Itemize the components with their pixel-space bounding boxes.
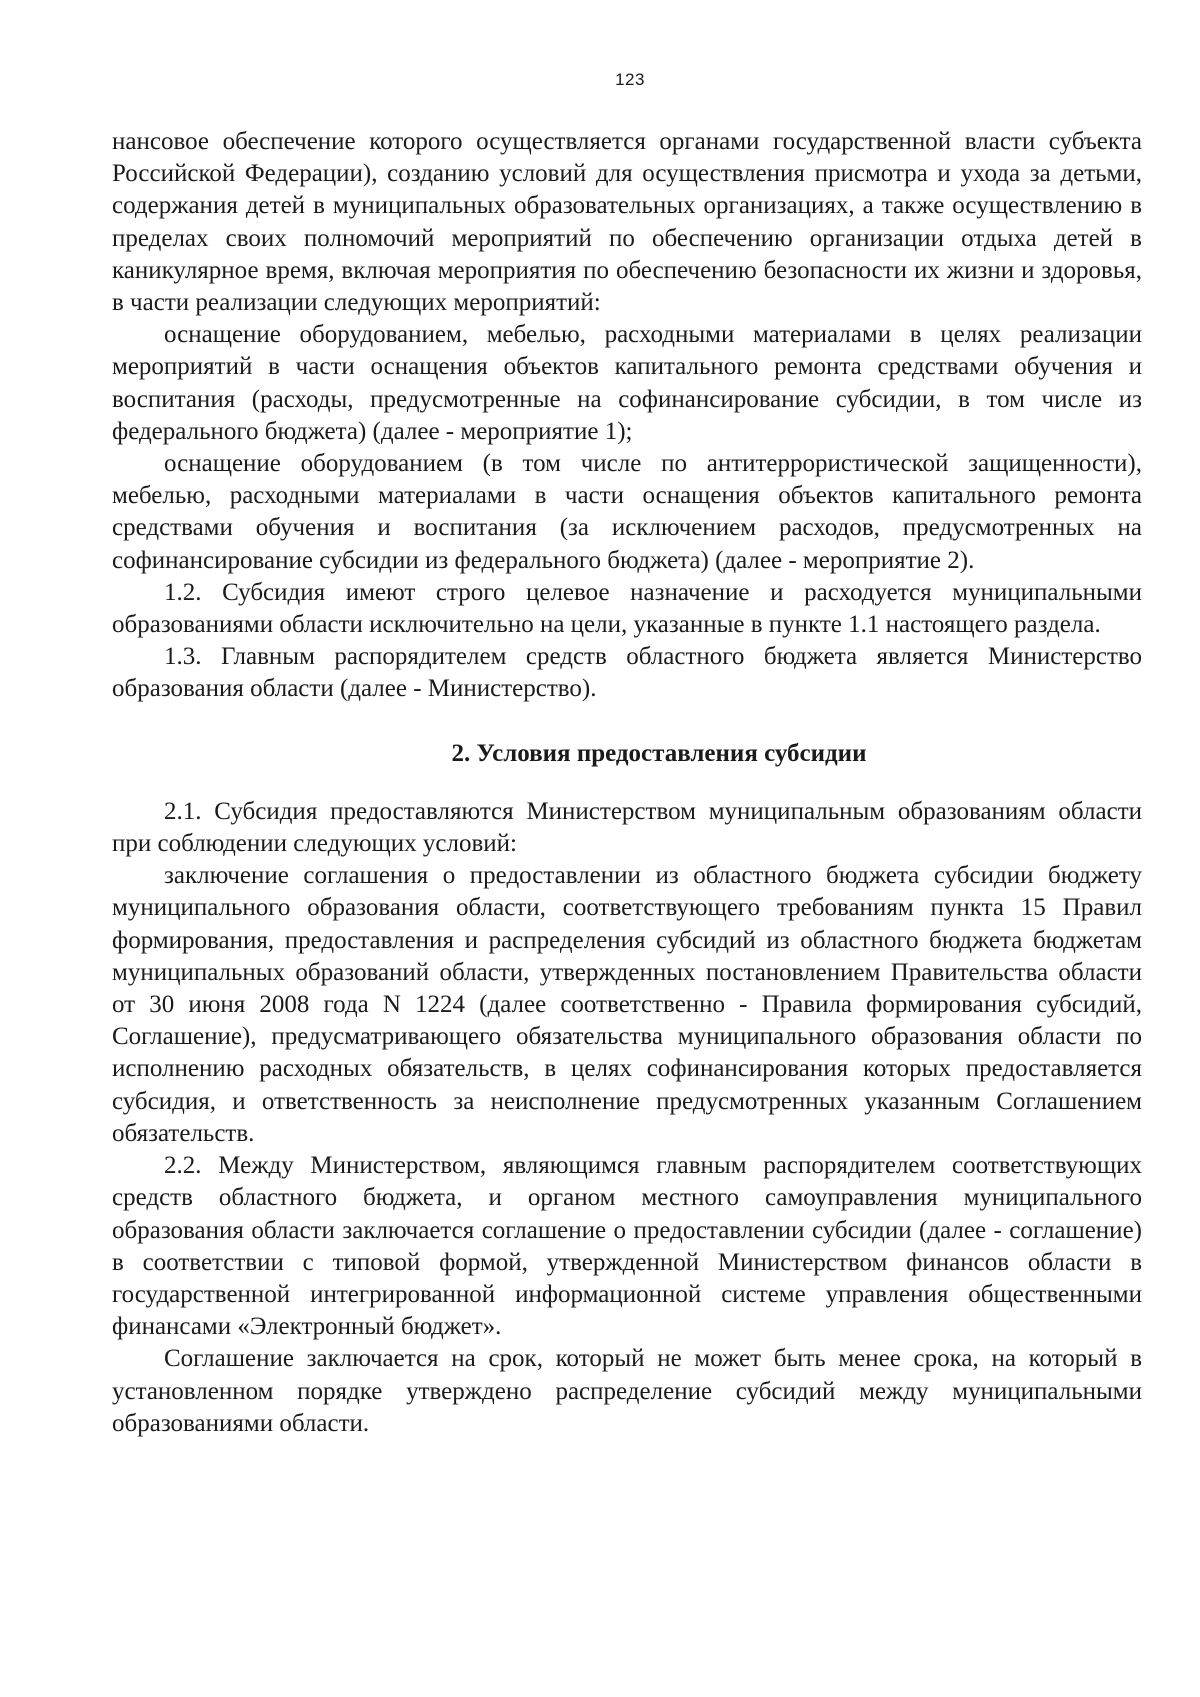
paragraph-measure-1: оснащение оборудованием, мебелью, расходными материалами в целях реализации мероприятий в части оснащения объектов капитального ремонта средствами обучения и воспитания (расходы, предусмотренные на софинансирование субсидии, в том числе из федерального бюджета) (далее - мероприятие 1); bbox=[112, 321, 1142, 445]
paragraph-continuation: нансовое обеспечение которого осуществляется органами государственной власти субъекта Российской Федерации), созданию условий для осуществления присмотра и ухода за детьми, содержания детей в муниципальных образовательных организациях, а также осуществлению в пределах своих полномочий мероприятий по обеспечению организации отдыха детей в каникулярное время, включая мероприятия по обеспечению безопасности их жизни и здоровья, в части реализации следующих мероприятий: bbox=[112, 128, 1142, 317]
paragraph-clause-1-3: 1.3. Главным распорядителем средств областного бюджета является Министерство образования области (далее - Министерство). bbox=[112, 643, 1142, 703]
paragraph-agreement-term: Соглашение заключается на срок, который не может быть менее срока, на который в установленном порядке утверждено распределение субсидий между муниципальными образованиями области. bbox=[112, 1345, 1142, 1437]
page-number: 123 bbox=[615, 70, 645, 89]
paragraph-agreement-condition: заключение соглашения о предоставлении из областного бюджета субсидии бюджету муниципального образования области, соответствующего требованиям пункта 15 Правил формирования, предоставления и распределения субсидий из областного бюджета бюджетам муниципальных образований области, утвержденных постановлением Правительства области от 30 июня 2008 года N 1224 (далее соответственно - Правила формирования субсидий, Соглашение), предусматривающего обязательства муниципального образования области по исполнению расходных обязательств, в целях софинансирования которых предоставляется субсидия, и ответственность за неисполнение предусмотренных указанным Соглашением обязательств. bbox=[112, 862, 1142, 1147]
paragraph-measure-2: оснащение оборудованием (в том числе по антитеррористической защищенности), мебелью, расходными материалами в части оснащения объектов капитального ремонта средствами обучения и воспитания (за исключением расходов, предусмотренных на софинансирование субсидии из федерального бюджета) (далее - мероприятие 2). bbox=[112, 450, 1142, 574]
paragraph-clause-2-1: 2.1. Субсидия предоставляются Министерством муниципальным образованиям области при соблюдении следующих условий: bbox=[112, 797, 1142, 858]
paragraph-clause-2-2: 2.2. Между Министерством, являющимся главным распорядителем соответствующих средств областного бюджета, и органом местного самоуправления муниципального образования области заключается соглашение о предоставлении субсидии (далее - соглашение) в соответствии с типовой формой, утвержденной Министерством финансов области в государственной интегрированной информационной системе управления общественными финансами «Электронный бюджет». bbox=[112, 1152, 1142, 1341]
document-body bbox=[112, 126, 1142, 1440]
section-heading: 2. Условия предоставления субсидии bbox=[451, 739, 867, 767]
paragraph-clause-1-2: 1.2. Субсидия имеют строго целевое назначение и расходуется муниципальными образованиями области исключительно на цели, указанные в пункте 1.1 настоящего раздела. bbox=[112, 578, 1142, 639]
